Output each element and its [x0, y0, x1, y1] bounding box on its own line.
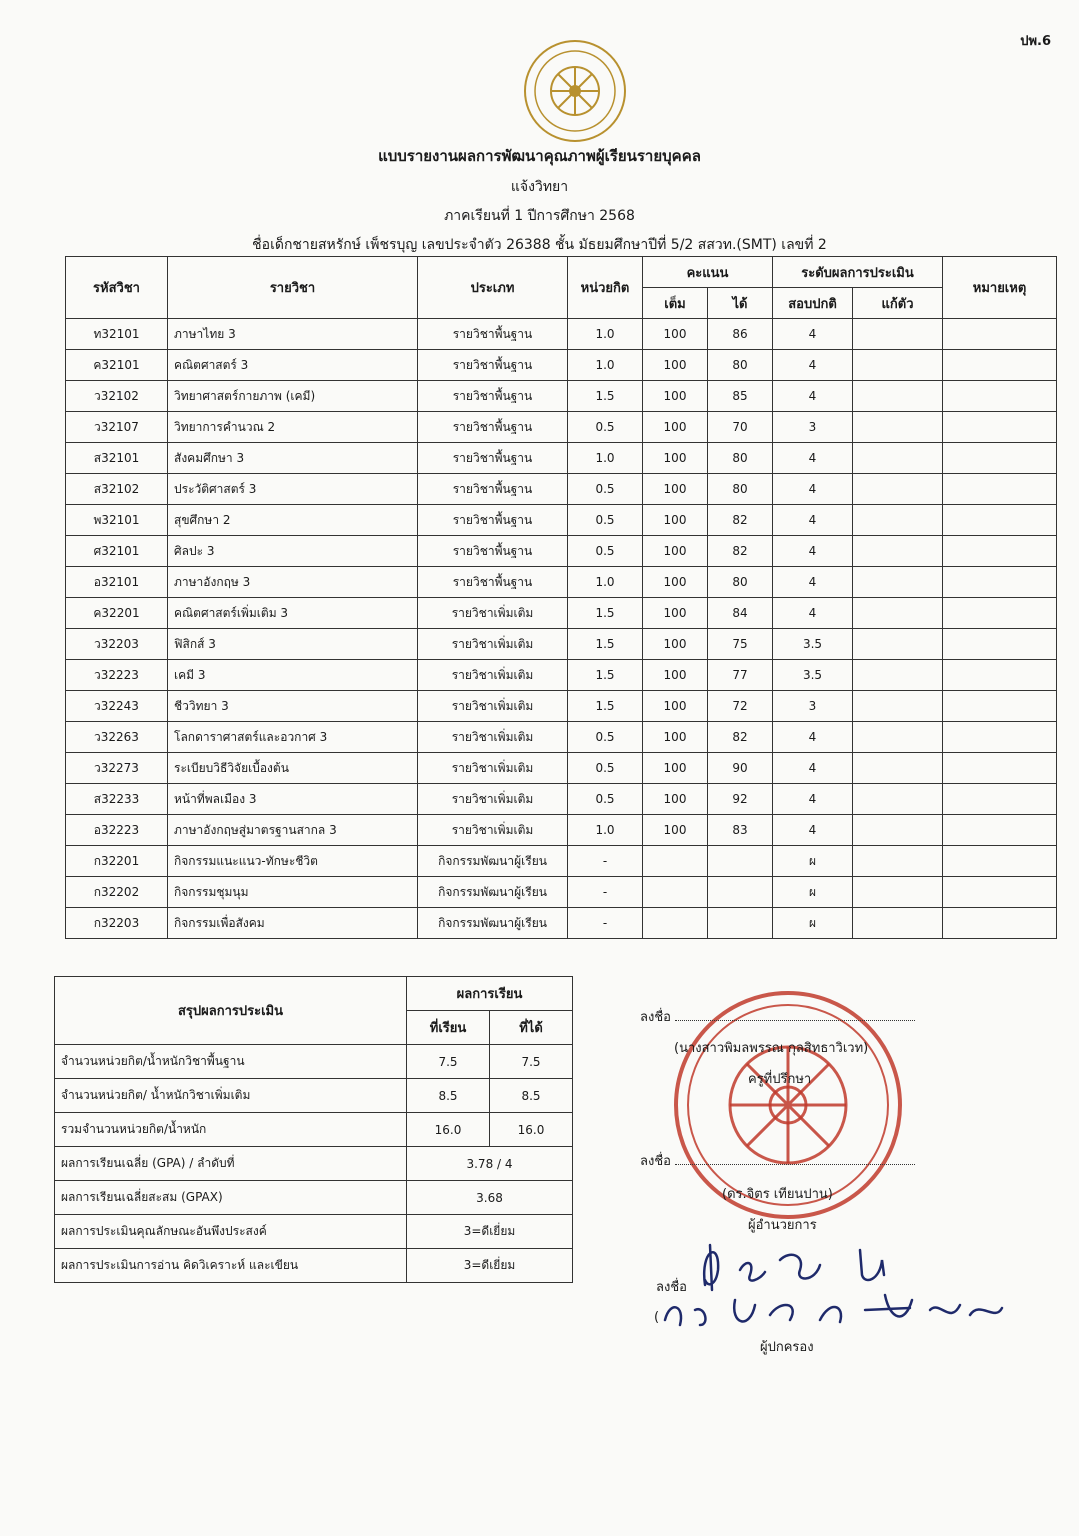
cell-retake [853, 319, 943, 350]
summary-cell-value: 3=ดีเยี่ยม [407, 1215, 573, 1249]
director-sign-label: ลงชื่อ [640, 1154, 671, 1169]
cell-type: รายวิชาพื้นฐาน [418, 381, 568, 412]
summary-cell-registered: 16.0 [407, 1113, 490, 1147]
cell-subject: ศิลปะ 3 [168, 536, 418, 567]
cell-credit: 1.5 [568, 381, 643, 412]
cell-code: ก32201 [66, 846, 168, 877]
cell-code: ส32101 [66, 443, 168, 474]
table-row [66, 877, 1057, 908]
cell-retake [853, 474, 943, 505]
cell-retake [853, 691, 943, 722]
cell-remark [943, 443, 1057, 474]
summary-cell-label: รวมจำนวนหน่วยกิต/น้ำหนัก [55, 1113, 407, 1147]
cell-got [708, 908, 773, 939]
summary-cell-value: 3=ดีเยี่ยม [407, 1249, 573, 1283]
cell-remark [943, 846, 1057, 877]
cell-got: 85 [708, 381, 773, 412]
cell-got: 80 [708, 350, 773, 381]
cell-full: 100 [643, 598, 708, 629]
cell-remark [943, 567, 1057, 598]
cell-remark [943, 536, 1057, 567]
cell-credit: 0.5 [568, 474, 643, 505]
cell-credit: 0.5 [568, 536, 643, 567]
cell-code: ก32202 [66, 877, 168, 908]
cell-remark [943, 598, 1057, 629]
summary-row [55, 1181, 573, 1215]
cell-remark [943, 474, 1057, 505]
summary-cell-registered: 7.5 [407, 1045, 490, 1079]
director-signature-line [640, 1150, 915, 1171]
cell-subject: กิจกรรมเพื่อสังคม [168, 908, 418, 939]
cell-type: กิจกรรมพัฒนาผู้เรียน [418, 846, 568, 877]
table-row [66, 784, 1057, 815]
cell-code: ว32243 [66, 691, 168, 722]
cell-full: 100 [643, 629, 708, 660]
summary-cell-label: จำนวนหน่วยกิต/น้ำหนักวิชาพื้นฐาน [55, 1045, 407, 1079]
cell-retake [853, 846, 943, 877]
summary-row [55, 1215, 573, 1249]
cell-remark [943, 691, 1057, 722]
cell-subject: กิจกรรมชุมนุม [168, 877, 418, 908]
header-type: ประเภท [418, 257, 568, 319]
cell-type: รายวิชาพื้นฐาน [418, 474, 568, 505]
cell-subject: โลกดาราศาสตร์และอวกาศ 3 [168, 722, 418, 753]
cell-type: รายวิชาเพิ่มเติม [418, 784, 568, 815]
cell-got: 72 [708, 691, 773, 722]
cell-full: 100 [643, 505, 708, 536]
cell-code: ส32233 [66, 784, 168, 815]
cell-remark [943, 722, 1057, 753]
table-row [66, 381, 1057, 412]
summary-row [55, 1249, 573, 1283]
cell-remark [943, 350, 1057, 381]
cell-retake [853, 815, 943, 846]
cell-subject: ภาษาอังกฤษ 3 [168, 567, 418, 598]
advisor-role: ครูที่ปรึกษา [748, 1072, 812, 1087]
cell-got: 82 [708, 505, 773, 536]
header-score-full: เต็ม [643, 288, 708, 319]
parent-paren: ( [654, 1310, 660, 1325]
cell-type: รายวิชาพื้นฐาน [418, 319, 568, 350]
cell-subject: ระเบียบวิธีวิจัยเบื้องต้น [168, 753, 418, 784]
cell-subject: ภาษาไทย 3 [168, 319, 418, 350]
cell-got: 90 [708, 753, 773, 784]
cell-subject: ชีววิทยา 3 [168, 691, 418, 722]
summary-row [55, 1147, 573, 1181]
cell-code: ว32203 [66, 629, 168, 660]
header-score: คะแนน [643, 257, 773, 288]
summary-row [55, 1045, 573, 1079]
cell-level: 4 [773, 381, 853, 412]
cell-credit: 1.5 [568, 629, 643, 660]
cell-remark [943, 505, 1057, 536]
cell-full: 100 [643, 784, 708, 815]
header-remark: หมายเหตุ [943, 257, 1057, 319]
advisor-signature-dots [675, 1008, 915, 1021]
cell-full: 100 [643, 319, 708, 350]
director-name: (ดร.จิตร เทียนปาน) [722, 1187, 833, 1202]
cell-code: ค32201 [66, 598, 168, 629]
header-level: ระดับผลการประเมิน [773, 257, 943, 288]
table-row [66, 598, 1057, 629]
cell-subject: ฟิสิกส์ 3 [168, 629, 418, 660]
cell-credit: 1.0 [568, 567, 643, 598]
cell-level: 3 [773, 691, 853, 722]
table-row [66, 350, 1057, 381]
cell-credit: 0.5 [568, 412, 643, 443]
cell-level: 4 [773, 753, 853, 784]
cell-code: ศ32101 [66, 536, 168, 567]
summary-row [55, 1079, 573, 1113]
cell-level: 4 [773, 815, 853, 846]
cell-full: 100 [643, 660, 708, 691]
cell-credit: 0.5 [568, 784, 643, 815]
summary-cell-label: ผลการเรียนเฉลี่ยสะสม (GPAX) [55, 1181, 407, 1215]
cell-retake [853, 784, 943, 815]
cell-retake [853, 722, 943, 753]
cell-subject: ประวัติศาสตร์ 3 [168, 474, 418, 505]
cell-full [643, 877, 708, 908]
summary-col-registered: ที่เรียน [407, 1011, 490, 1045]
header-code: รหัสวิชา [66, 257, 168, 319]
cell-got: 77 [708, 660, 773, 691]
table-row [66, 815, 1057, 846]
cell-subject: วิทยาการคำนวณ 2 [168, 412, 418, 443]
parent-role: ผู้ปกครอง [760, 1340, 814, 1355]
cell-remark [943, 784, 1057, 815]
cell-got: 75 [708, 629, 773, 660]
cell-remark [943, 319, 1057, 350]
cell-subject: วิทยาศาสตร์กายภาพ (เคมี) [168, 381, 418, 412]
cell-full: 100 [643, 567, 708, 598]
summary-cell-value: 3.78 / 4 [407, 1147, 573, 1181]
cell-subject: ภาษาอังกฤษสู่มาตรฐานสากล 3 [168, 815, 418, 846]
cell-level: 3.5 [773, 660, 853, 691]
cell-credit: 1.0 [568, 443, 643, 474]
header-credit: หน่วยกิต [568, 257, 643, 319]
director-role: ผู้อำนวยการ [748, 1218, 817, 1233]
cell-retake [853, 505, 943, 536]
cell-type: กิจกรรมพัฒนาผู้เรียน [418, 877, 568, 908]
cell-code: ว32102 [66, 381, 168, 412]
cell-type: รายวิชาพื้นฐาน [418, 567, 568, 598]
cell-credit: 0.5 [568, 722, 643, 753]
cell-code: ว32107 [66, 412, 168, 443]
cell-level: 4 [773, 598, 853, 629]
cell-full: 100 [643, 815, 708, 846]
cell-credit: 1.5 [568, 598, 643, 629]
cell-level: 4 [773, 443, 853, 474]
parent-handwritten-signature [650, 1230, 1010, 1340]
cell-retake [853, 629, 943, 660]
cell-level: 4 [773, 784, 853, 815]
table-row [66, 660, 1057, 691]
cell-level: 3.5 [773, 629, 853, 660]
header-level-retake: แก้ตัว [853, 288, 943, 319]
cell-subject: หน้าที่พลเมือง 3 [168, 784, 418, 815]
cell-got [708, 877, 773, 908]
school-seal-icon [520, 36, 630, 146]
advisor-sign-label: ลงชื่อ [640, 1010, 671, 1025]
cell-code: ก32203 [66, 908, 168, 939]
summary-title: สรุปผลการประเมิน [55, 977, 407, 1045]
summary-table [54, 976, 573, 1283]
table-row [66, 505, 1057, 536]
cell-retake [853, 598, 943, 629]
table-row [66, 443, 1057, 474]
cell-remark [943, 381, 1057, 412]
cell-subject: เคมี 3 [168, 660, 418, 691]
cell-code: ค32101 [66, 350, 168, 381]
cell-got: 80 [708, 443, 773, 474]
cell-credit: - [568, 877, 643, 908]
cell-code: ส32102 [66, 474, 168, 505]
cell-got: 83 [708, 815, 773, 846]
table-row [66, 722, 1057, 753]
cell-code: อ32101 [66, 567, 168, 598]
cell-full: 100 [643, 753, 708, 784]
cell-full: 100 [643, 412, 708, 443]
cell-credit: 1.5 [568, 660, 643, 691]
table-row [66, 846, 1057, 877]
grades-table [65, 256, 1057, 939]
cell-level: 4 [773, 350, 853, 381]
cell-level: ผ [773, 908, 853, 939]
cell-subject: สังคมศึกษา 3 [168, 443, 418, 474]
cell-level: ผ [773, 877, 853, 908]
table-row [66, 753, 1057, 784]
parent-sign-label: ลงชื่อ [656, 1280, 687, 1295]
summary-col-earned: ที่ได้ [490, 1011, 573, 1045]
cell-full: 100 [643, 350, 708, 381]
cell-subject: คณิตศาสตร์ 3 [168, 350, 418, 381]
cell-level: 4 [773, 505, 853, 536]
cell-type: รายวิชาพื้นฐาน [418, 443, 568, 474]
cell-level: 4 [773, 474, 853, 505]
cell-code: อ32223 [66, 815, 168, 846]
cell-got [708, 846, 773, 877]
cell-code: ว32273 [66, 753, 168, 784]
header-subject: รายวิชา [168, 257, 418, 319]
term-info: ภาคเรียนที่ 1 ปีการศึกษา 2568 [444, 208, 635, 224]
cell-type: รายวิชาเพิ่มเติม [418, 691, 568, 722]
header-score-got: ได้ [708, 288, 773, 319]
report-title: แบบรายงานผลการพัฒนาคุณภาพผู้เรียนรายบุคคล [378, 147, 701, 165]
cell-level: 3 [773, 412, 853, 443]
summary-cell-earned: 8.5 [490, 1079, 573, 1113]
cell-level: 4 [773, 567, 853, 598]
cell-type: รายวิชาเพิ่มเติม [418, 815, 568, 846]
cell-full: 100 [643, 474, 708, 505]
header-level-normal: สอบปกติ [773, 288, 853, 319]
cell-remark [943, 815, 1057, 846]
cell-retake [853, 660, 943, 691]
table-row [66, 319, 1057, 350]
cell-got: 80 [708, 567, 773, 598]
cell-code: ว32263 [66, 722, 168, 753]
cell-credit: 1.5 [568, 691, 643, 722]
summary-row [55, 1113, 573, 1147]
cell-retake [853, 567, 943, 598]
cell-level: 4 [773, 319, 853, 350]
cell-full: 100 [643, 443, 708, 474]
cell-type: รายวิชาเพิ่มเติม [418, 722, 568, 753]
cell-got: 80 [708, 474, 773, 505]
cell-type: รายวิชาเพิ่มเติม [418, 753, 568, 784]
summary-result-header: ผลการเรียน [407, 977, 573, 1011]
cell-code: ว32223 [66, 660, 168, 691]
cell-retake [853, 877, 943, 908]
table-row [66, 691, 1057, 722]
school-name: แจ้งวิทยา [510, 179, 569, 195]
student-info: ชื่อเด็กชายสหรักษ์ เพ็ชรบุญ เลขประจำตัว 26388 ชั้น มัธยมศึกษาปีที่ 5/2 สสวท.(SMT) เลขที่ 2 [252, 237, 827, 253]
summary-cell-label: จำนวนหน่วยกิต/ น้ำหนักวิชาเพิ่มเติม [55, 1079, 407, 1113]
table-row [66, 536, 1057, 567]
cell-type: รายวิชาเพิ่มเติม [418, 598, 568, 629]
cell-remark [943, 753, 1057, 784]
table-row [66, 908, 1057, 939]
form-code: ปพ.6 [1020, 34, 1051, 49]
cell-full [643, 908, 708, 939]
summary-cell-label: ผลการเรียนเฉลี่ย (GPA) / ลำดับที่ [55, 1147, 407, 1181]
cell-retake [853, 381, 943, 412]
cell-type: รายวิชาเพิ่มเติม [418, 660, 568, 691]
cell-type: รายวิชาพื้นฐาน [418, 412, 568, 443]
cell-type: กิจกรรมพัฒนาผู้เรียน [418, 908, 568, 939]
cell-got: 70 [708, 412, 773, 443]
cell-retake [853, 753, 943, 784]
cell-credit: - [568, 846, 643, 877]
cell-level: ผ [773, 846, 853, 877]
cell-level: 4 [773, 536, 853, 567]
cell-credit: 1.0 [568, 815, 643, 846]
cell-credit: 0.5 [568, 505, 643, 536]
cell-credit: 1.0 [568, 350, 643, 381]
table-row [66, 412, 1057, 443]
summary-cell-earned: 7.5 [490, 1045, 573, 1079]
cell-code: พ32101 [66, 505, 168, 536]
cell-full: 100 [643, 536, 708, 567]
cell-got: 82 [708, 722, 773, 753]
cell-full: 100 [643, 381, 708, 412]
cell-retake [853, 412, 943, 443]
cell-subject: สุขศึกษา 2 [168, 505, 418, 536]
cell-remark [943, 412, 1057, 443]
cell-level: 4 [773, 722, 853, 753]
summary-cell-value: 3.68 [407, 1181, 573, 1215]
cell-remark [943, 629, 1057, 660]
cell-retake [853, 443, 943, 474]
cell-code: ท32101 [66, 319, 168, 350]
cell-retake [853, 350, 943, 381]
cell-got: 84 [708, 598, 773, 629]
cell-credit: - [568, 908, 643, 939]
cell-remark [943, 877, 1057, 908]
cell-credit: 1.0 [568, 319, 643, 350]
advisor-name: (นางสาวพิมลพรรณ กุลสิทธาวิเวท) [674, 1041, 869, 1056]
cell-full: 100 [643, 691, 708, 722]
cell-remark [943, 908, 1057, 939]
cell-retake [853, 536, 943, 567]
summary-cell-label: ผลการประเมินการอ่าน คิดวิเคราะห์ และเขียน [55, 1249, 407, 1283]
cell-full: 100 [643, 722, 708, 753]
table-row [66, 567, 1057, 598]
summary-cell-label: ผลการประเมินคุณลักษณะอันพึงประสงค์ [55, 1215, 407, 1249]
cell-subject: กิจกรรมแนะแนว-ทักษะชีวิต [168, 846, 418, 877]
table-row [66, 474, 1057, 505]
cell-type: รายวิชาพื้นฐาน [418, 350, 568, 381]
cell-type: รายวิชาพื้นฐาน [418, 536, 568, 567]
summary-cell-earned: 16.0 [490, 1113, 573, 1147]
advisor-signature-line [640, 1006, 915, 1027]
cell-got: 92 [708, 784, 773, 815]
director-signature-dots [675, 1152, 915, 1165]
cell-remark [943, 660, 1057, 691]
cell-got: 86 [708, 319, 773, 350]
cell-got: 82 [708, 536, 773, 567]
cell-retake [853, 908, 943, 939]
cell-type: รายวิชาพื้นฐาน [418, 505, 568, 536]
cell-full [643, 846, 708, 877]
cell-credit: 0.5 [568, 753, 643, 784]
cell-subject: คณิตศาสตร์เพิ่มเติม 3 [168, 598, 418, 629]
summary-cell-registered: 8.5 [407, 1079, 490, 1113]
cell-type: รายวิชาเพิ่มเติม [418, 629, 568, 660]
table-row [66, 629, 1057, 660]
